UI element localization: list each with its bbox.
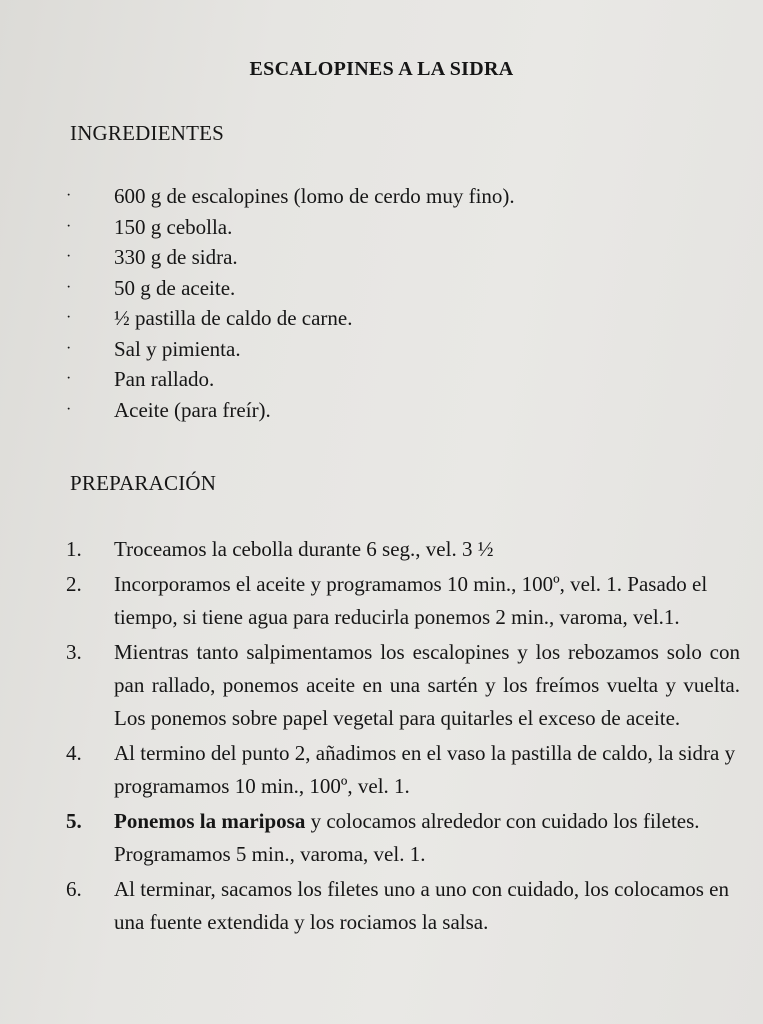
step-text: Incorporamos el aceite y programamos 10 min., 100º, vel. 1. Pasado el tiempo, si tiene agua para reducirla ponemos 2 min., varoma, vel.1. (114, 572, 708, 629)
ingredient-item (66, 242, 726, 273)
ingredient-text: Pan rallado. (114, 367, 215, 391)
step-item (66, 873, 740, 939)
ingredient-text: 50 g de aceite. (114, 275, 236, 300)
ingredient-item (66, 395, 726, 426)
step-number: 6. (66, 877, 82, 901)
ingredient-item (66, 212, 726, 243)
ingredient-item (66, 181, 726, 212)
ingredient-item (66, 334, 726, 365)
ingredients-list (66, 181, 726, 425)
step-text (114, 805, 740, 871)
preparation-steps (66, 533, 740, 941)
recipe-title: ESCALOPINES A LA SIDRA (249, 58, 514, 80)
bullet: · (66, 370, 72, 387)
ingredient-text: Aceite (para freír). (114, 397, 271, 422)
ingredients-heading: INGREDIENTES (70, 121, 225, 145)
step-number: 5. (66, 809, 82, 833)
step-number: 4. (66, 741, 82, 765)
step-number: 2. (66, 572, 82, 596)
ingredient-text: 600 g de escalopines (lomo de cerdo muy fino). (114, 184, 515, 208)
ingredient-item (66, 303, 726, 334)
ingredient-item (66, 273, 726, 304)
ingredient-text: 150 g cebolla. (114, 214, 233, 239)
step-number: 1. (66, 537, 82, 561)
step-text: Mientras tanto salpimentamos los escalopines y los rebozamos solo con pan rallado, ponemos aceite en una sartén y los freímos vuelta y vuelta. Los ponemos sobre papel vegetal para quitarles el exceso de aceite. (114, 640, 740, 730)
ingredient-text: 330 g de sidra. (114, 245, 238, 269)
bullet: · (66, 309, 72, 326)
bullet: · (66, 278, 72, 296)
step-number: 3. (66, 640, 82, 664)
ingredient-text: Sal y pimienta. (114, 336, 241, 361)
bullet: · (66, 248, 72, 265)
ingredient-item (66, 364, 726, 395)
ingredient-text: ½ pastilla de caldo de carne. (114, 306, 353, 330)
step-text-rest: y colocamos alrededor con cuidado los filetes. Programamos 5 min., varoma, vel. 1. (114, 809, 700, 866)
step-item (66, 737, 740, 803)
bullet: · (66, 217, 72, 235)
step-item (66, 533, 740, 566)
step-emphasis: Ponemos la mariposa (114, 809, 306, 833)
step-text: Al termino del punto 2, añadimos en el vaso la pastilla de caldo, la sidra y programamos 10 min., 100º, vel. 1. (114, 741, 736, 798)
bullet: · (66, 339, 72, 357)
step-text: Al terminar, sacamos los filetes uno a uno con cuidado, los colocamos en una fuente extendida y los rociamos la salsa. (114, 877, 729, 934)
step-text: Troceamos la cebolla durante 6 seg., vel. 3 ½ (114, 537, 494, 561)
bullet: · (66, 400, 72, 418)
bullet: · (66, 187, 72, 204)
preparation-heading: PREPARACIÓN (70, 471, 217, 495)
step-item (66, 636, 740, 735)
step-item (66, 568, 740, 634)
step-item (66, 805, 740, 871)
